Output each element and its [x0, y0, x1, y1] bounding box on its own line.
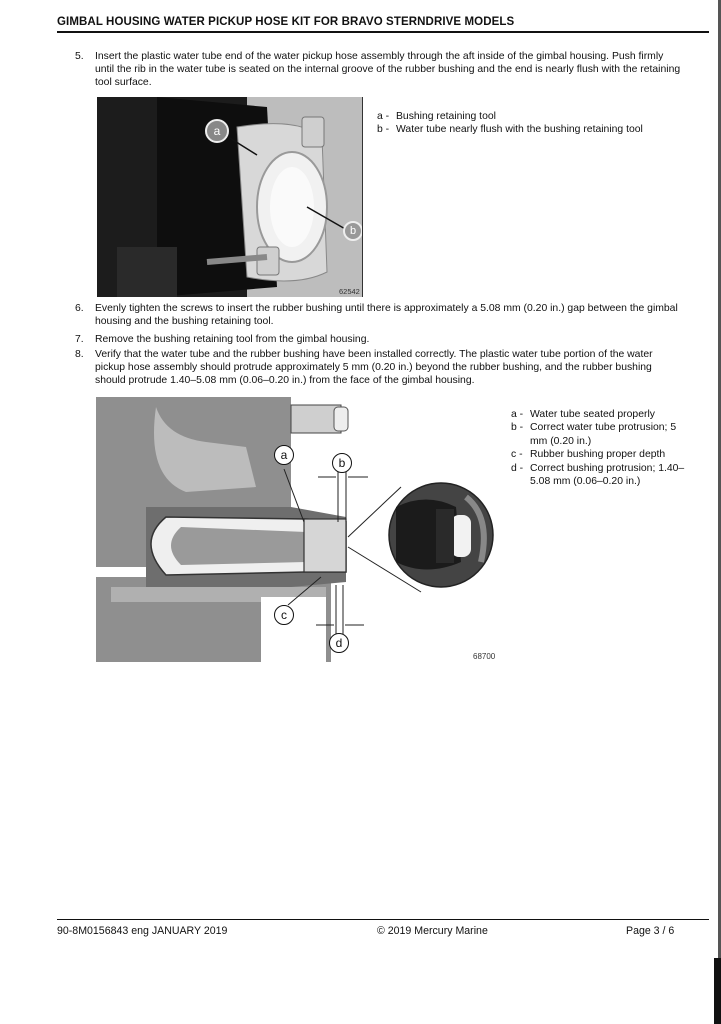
callout-d: d [329, 633, 349, 653]
callout-a: a [274, 445, 294, 465]
legend-item [377, 123, 677, 136]
step-number: 5. [75, 51, 84, 62]
callout-a: a [205, 119, 229, 143]
legend-text: Correct water tube protrusion; 5 mm (0.20 in.) [530, 422, 677, 447]
legend-key: b - [511, 422, 524, 434]
step-text: Remove the bushing retaining tool from the gimbal housing. [95, 334, 370, 345]
legend-item [377, 110, 677, 123]
legend-text: Correct bushing protrusion; 1.40–5.08 mm (0.06–0.20 in.) [530, 462, 685, 488]
legend-text: Water tube nearly flush with the bushing retaining tool [396, 124, 643, 136]
footer-page-number: Page 3 / 6 [626, 925, 675, 937]
legend-item [511, 421, 686, 448]
step-number: 7. [75, 334, 84, 345]
legend-key: c - [511, 449, 523, 461]
figure-1-legend [377, 110, 677, 137]
legend-key: b - [377, 124, 390, 136]
legend-item [511, 462, 686, 489]
step-text: Verify that the water tube and the rubber bushing have been installed correctly. The plastic water tube portion of the water pickup hose assembly should protrude approximately 5 mm (0.20 in.) beyond the rubber bushing, and the rubber bushing should protrude 1.40–5.08 mm (0.06–0.20 in.) from the face of the gimbal housing. [95, 349, 653, 387]
header-rule [57, 31, 709, 33]
figure-2-drawing [96, 397, 506, 662]
figure-1-divider [362, 97, 363, 297]
callout-b: b [343, 221, 362, 241]
figure-2-legend [511, 408, 686, 488]
step-text: Insert the plastic water tube end of the water pickup hose assembly through the aft inside of the gimbal housing. Push firmly until the rib in the water tube is seated on the internal groove of the rubber bushing and the end is nearly flush with the retaining tool surface. [95, 51, 681, 89]
callout-b: b [332, 453, 352, 473]
footer-copyright: © 2019 Mercury Marine [377, 925, 488, 937]
legend-key: a - [511, 409, 524, 420]
step-number: 8. [75, 349, 84, 360]
scan-edge-mark [714, 958, 721, 1024]
page-header-title: GIMBAL HOUSING WATER PICKUP HOSE KIT FOR BRAVO STERNDRIVE MODELS [57, 16, 515, 28]
step-number: 6. [75, 303, 84, 314]
figure-2-id: 68700 [473, 652, 496, 661]
figure-1-drawing [97, 97, 362, 297]
legend-item [511, 408, 686, 421]
legend-item [511, 448, 686, 461]
callout-c: c [274, 605, 294, 625]
legend-key: d - [511, 462, 524, 474]
legend-text: Rubber bushing proper depth [530, 449, 666, 461]
figure-1-id: 62542 [339, 287, 360, 296]
legend-text: Water tube seated properly [530, 409, 655, 420]
figure-1-photo [97, 97, 362, 297]
legend-key: a - [377, 111, 390, 122]
footer-doc-number: 90-8M0156843 eng JANUARY 2019 [57, 925, 228, 937]
footer-rule [57, 919, 709, 920]
figure-2-illustration [96, 397, 506, 662]
legend-text: Bushing retaining tool [396, 111, 496, 122]
step-text: Evenly tighten the screws to insert the rubber bushing until there is approximately a 5.08 mm (0.20 in.) gap between the gimbal housing and the bushing retaining tool. [95, 303, 678, 328]
